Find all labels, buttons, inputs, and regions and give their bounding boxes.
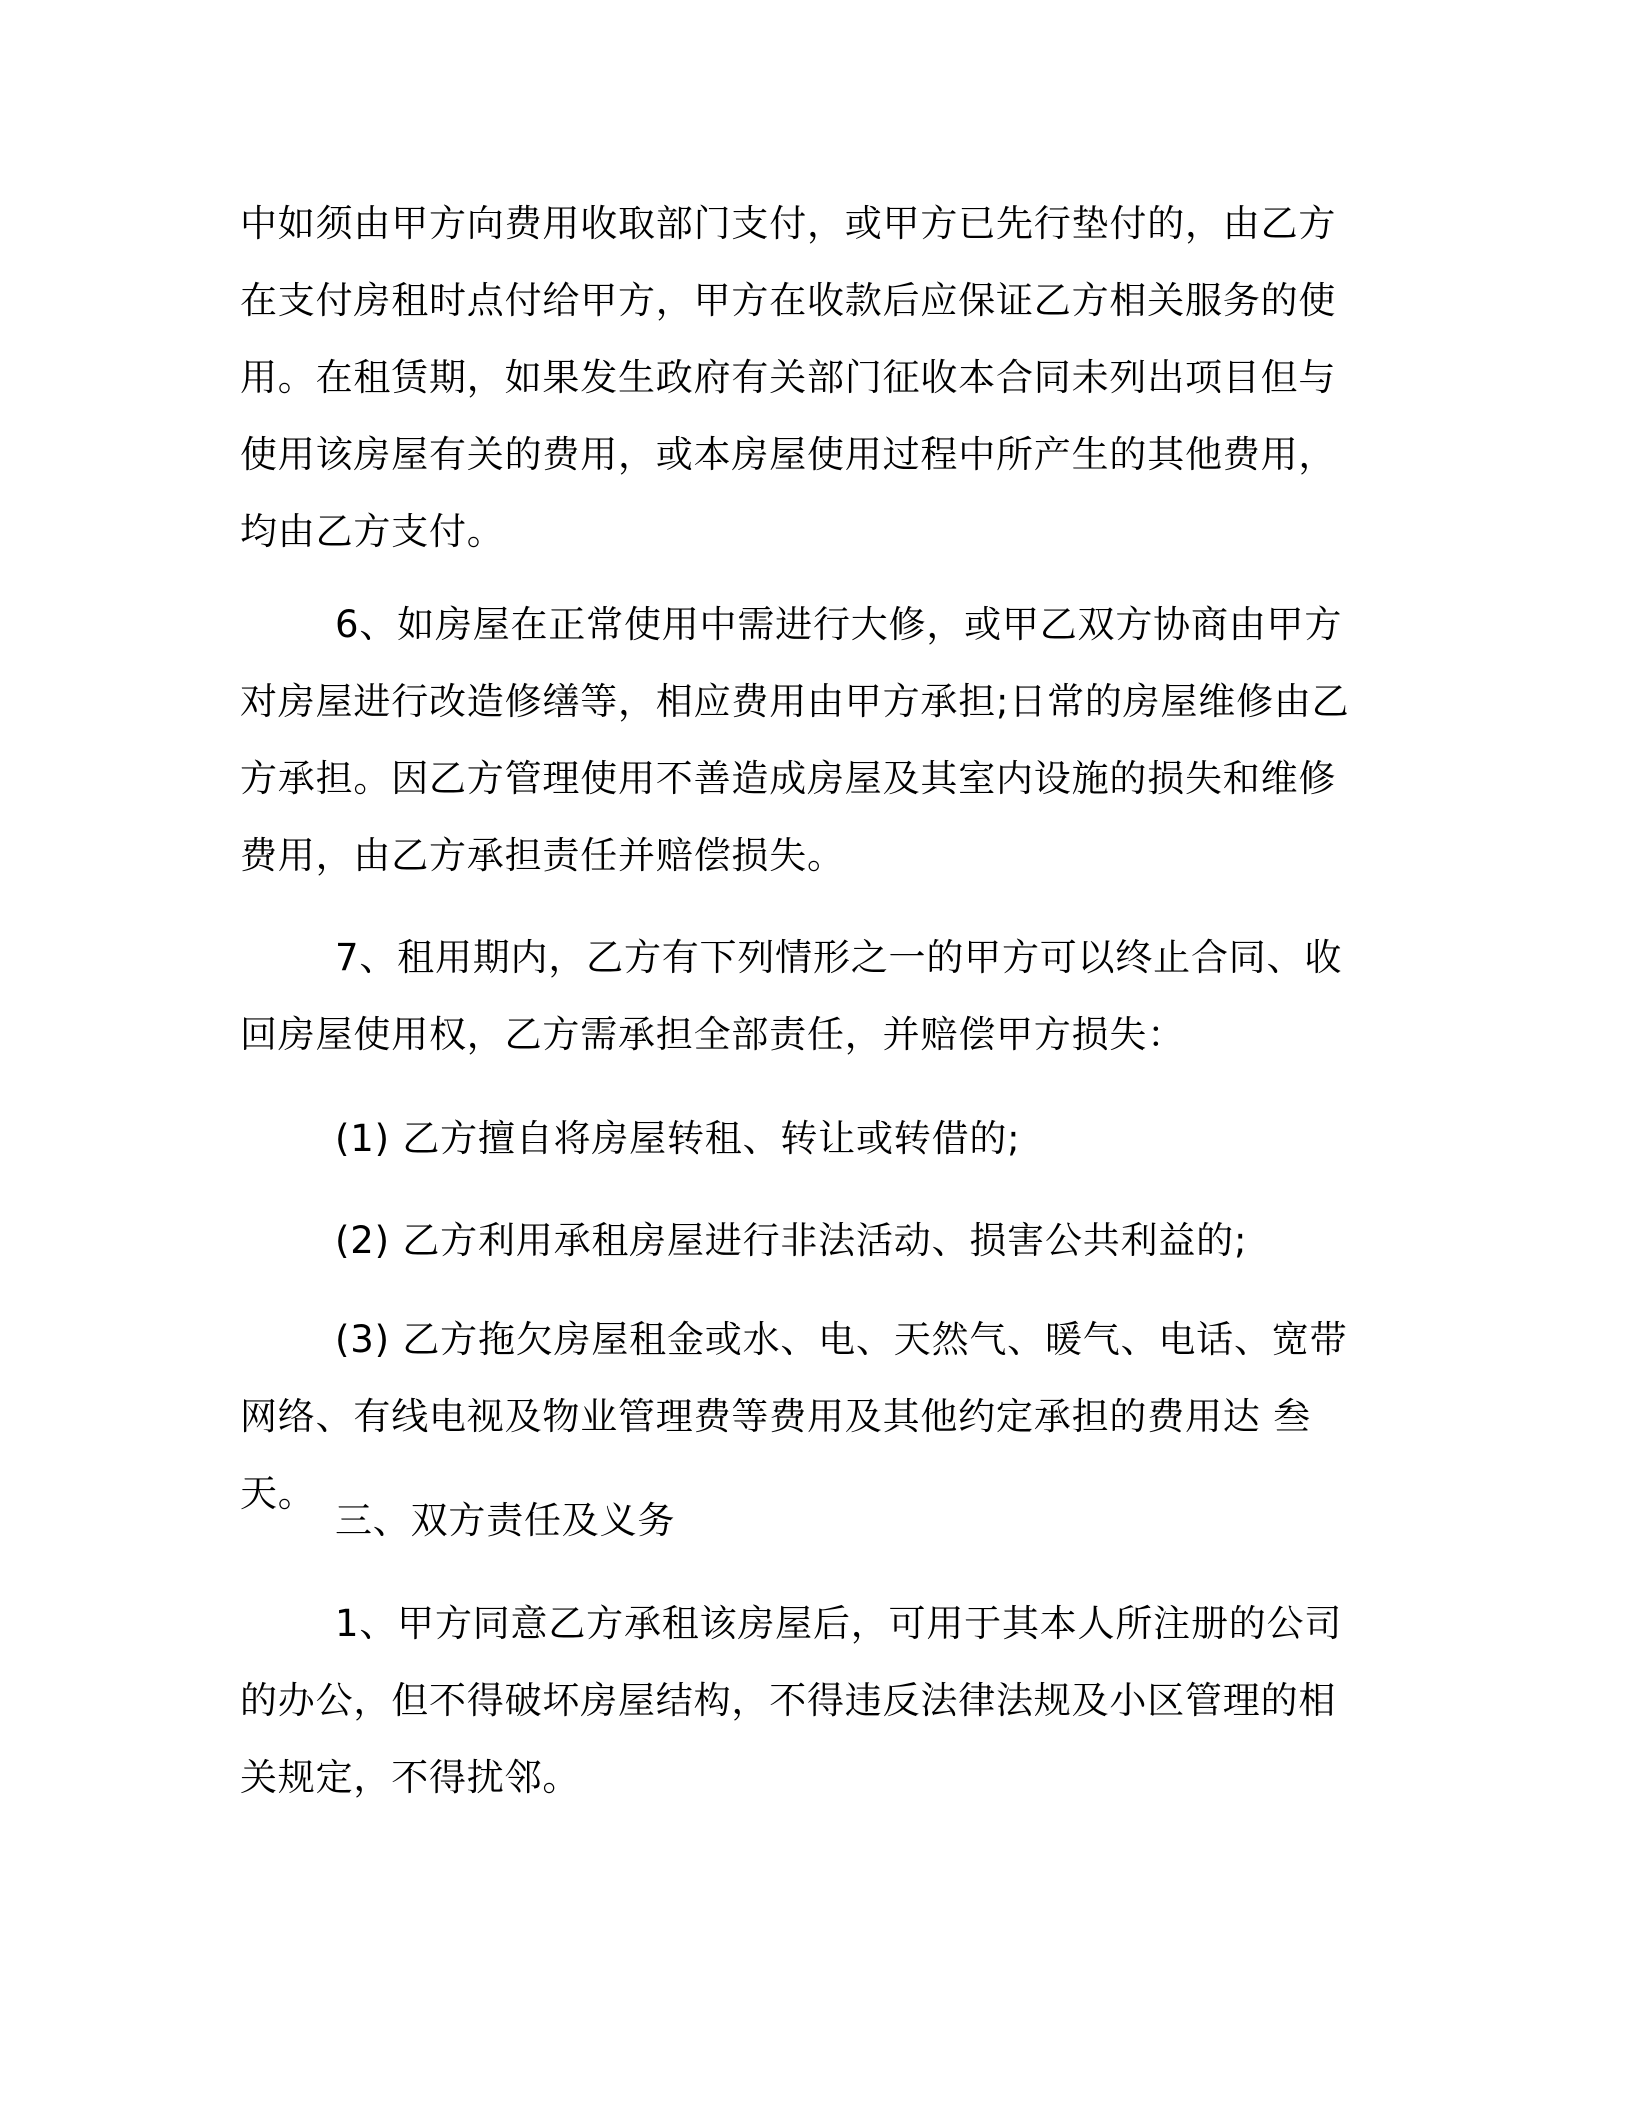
paragraph-continuation: 中如须由甲方向费用收取部门支付，或甲方已先行垫付的，由乙方在支付房租时点付给甲方，甲方在收款后应保证乙方相关服务的使用。在租赁期，如果发生政府有关部门征收本合同未列出项目但与使用该房屋有关的费用，或本房屋使用过程中所产生的其他费用，均由乙方支付。 [240, 202, 1337, 553]
list-item-2: (2) 乙方利用承租房屋进行非法活动、损害公共利益的; [335, 1219, 1248, 1262]
paragraph-clause-6: 6、如房屋在正常使用中需进行大修，或甲乙双方协商由甲方对房屋进行改造修缮等，相应费用由甲方承担;日常的房屋维修由乙方承担。因乙方管理使用不善造成房屋及其室内设施的损失和维修费用，由乙方承担责任并赔偿损失。 [240, 603, 1350, 877]
list-item-1: (1) 乙方擅自将房屋转租、转让或转借的; [335, 1117, 1021, 1160]
list-item-3: (3) 乙方拖欠房屋租金或水、电、天然气、暖气、电话、宽带网络、有线电视及物业管理费等费用及其他约定承担的费用达 叁 天。 [240, 1318, 1348, 1515]
paragraph-clause-1: 1、甲方同意乙方承租该房屋后，可用于其本人所注册的公司的办公，但不得破坏房屋结构，不得违反法律法规及小区管理的相关规定，不得扰邻。 [240, 1602, 1343, 1799]
section-heading: 三、双方责任及义务 [335, 1499, 676, 1542]
paragraph-clause-7: 7、租用期内，乙方有下列情形之一的甲方可以终止合同、收回房屋使用权，乙方需承担全部责任，并赔偿甲方损失： [240, 936, 1343, 1056]
